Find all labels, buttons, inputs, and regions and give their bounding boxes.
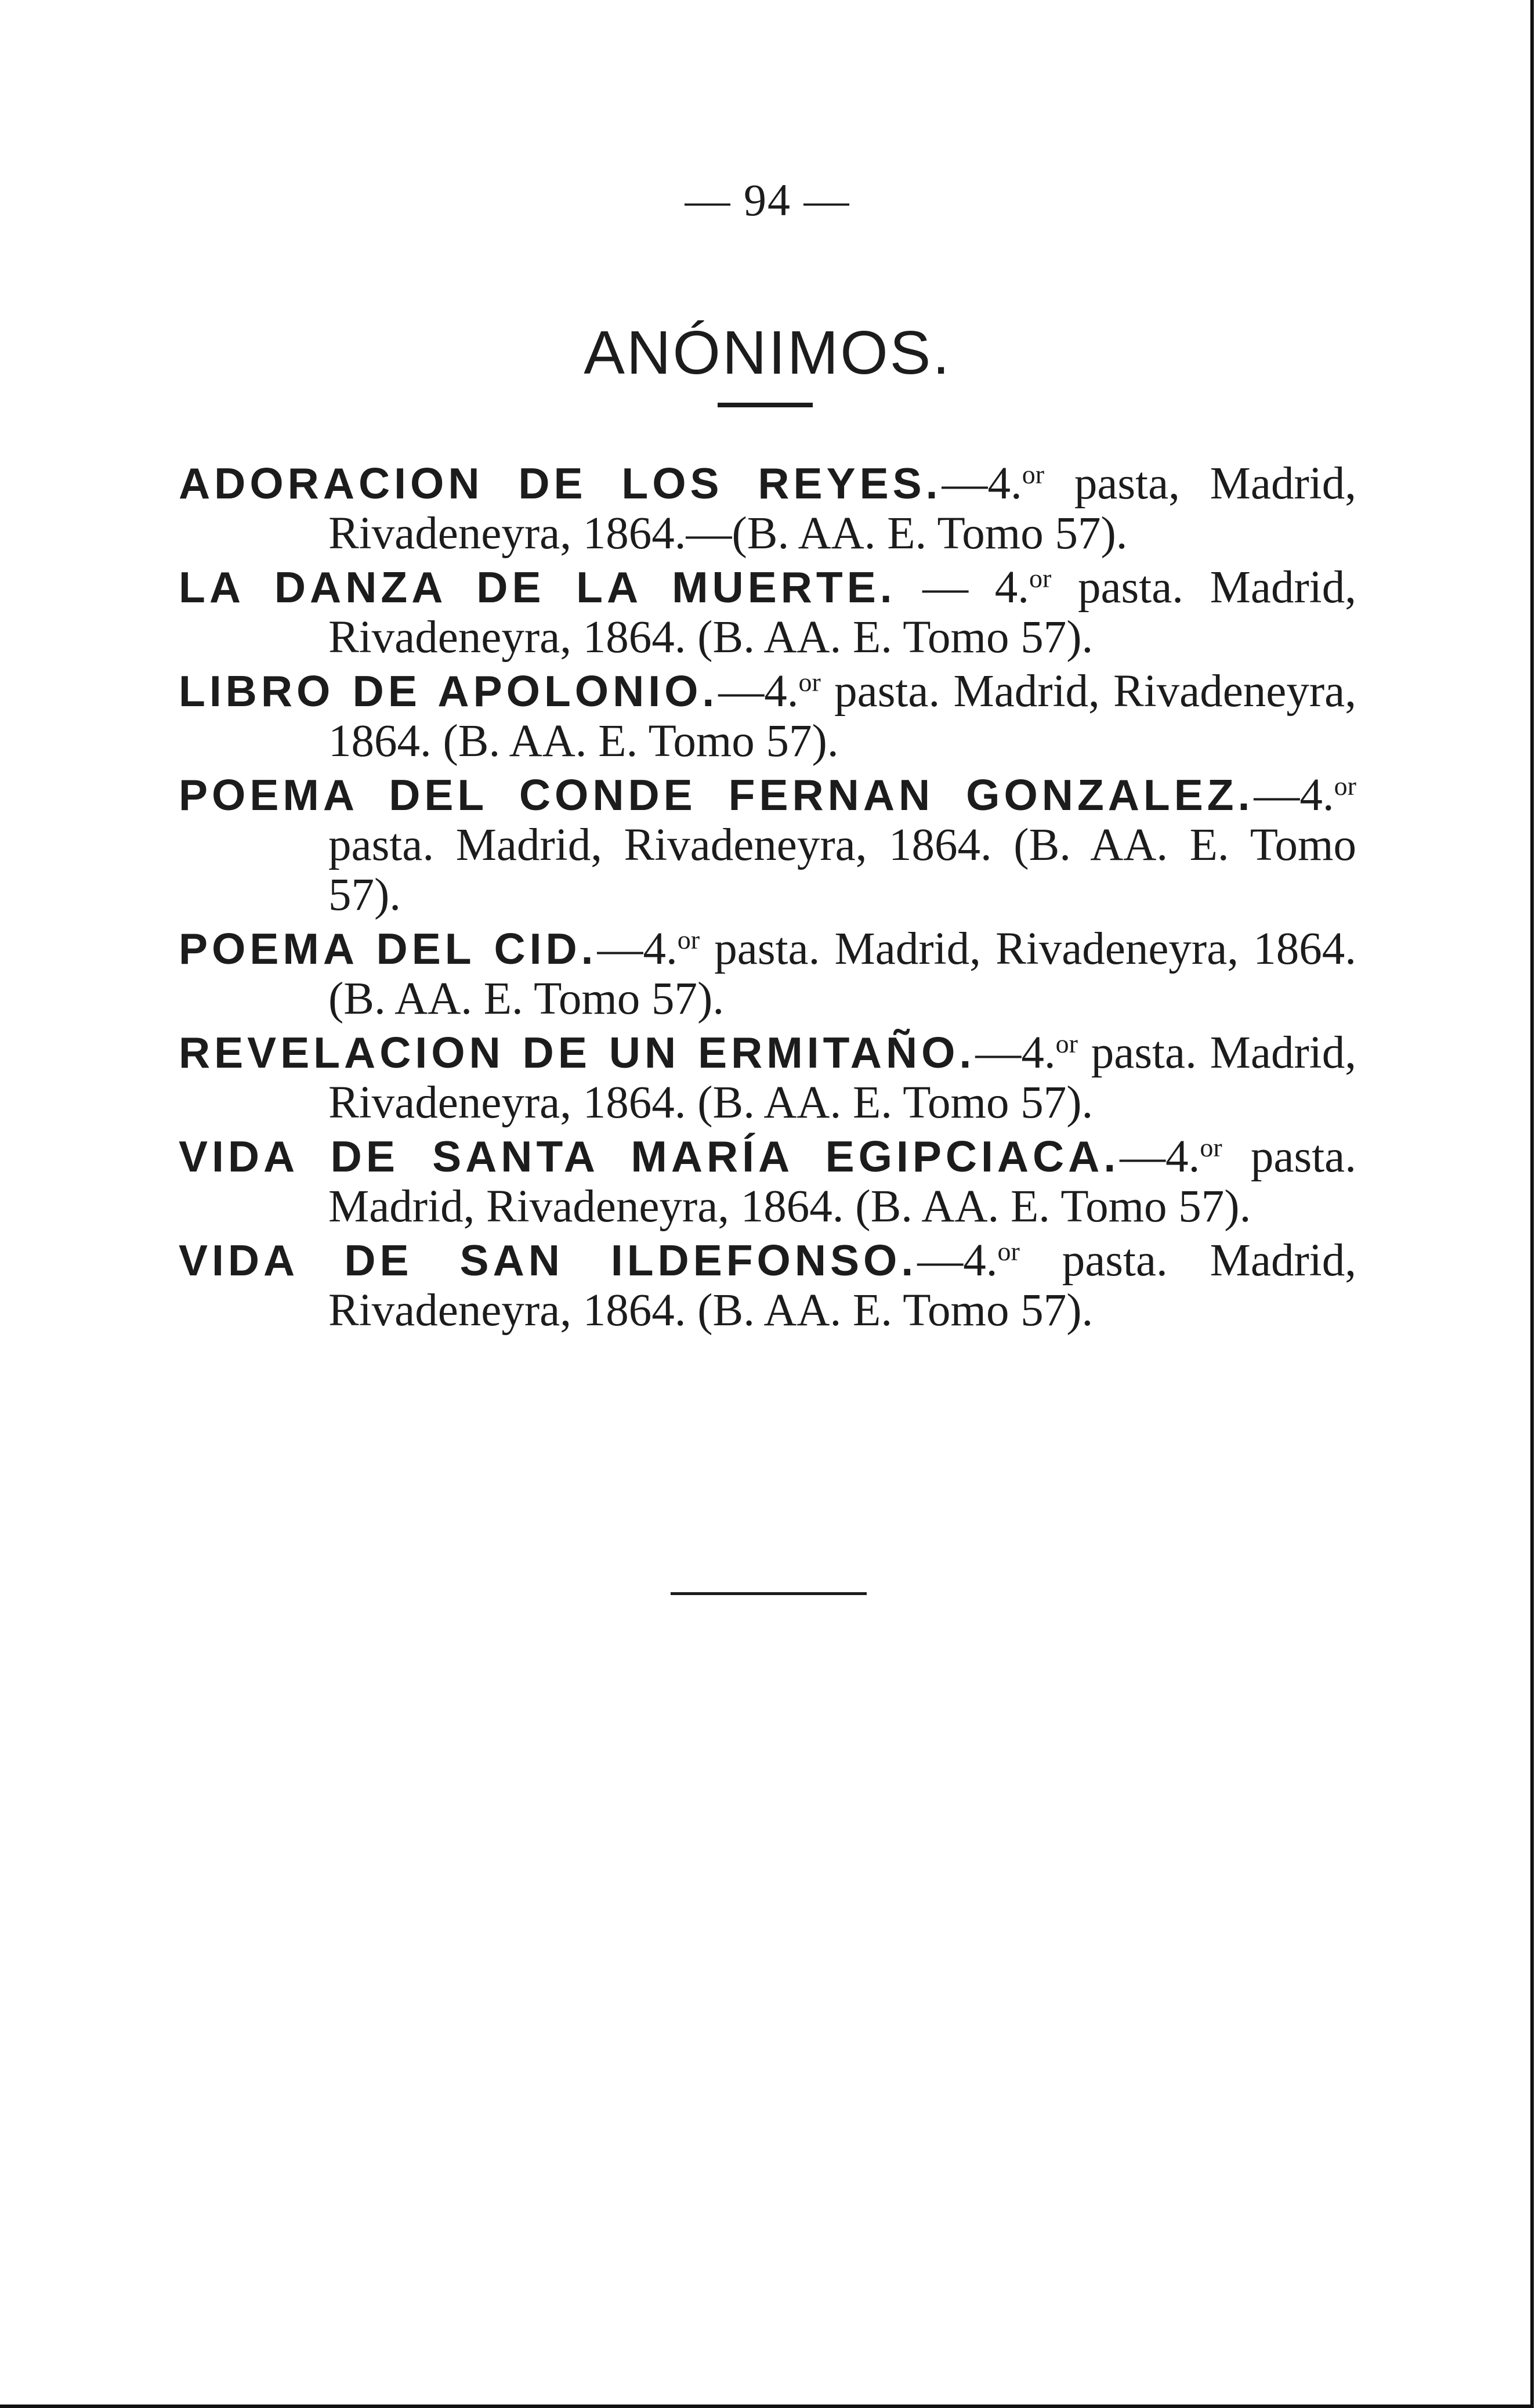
entry-title: VIDA DE SAN ILDEFONSO. [179, 1236, 918, 1285]
entry-details: pasta. Madrid, Rivadeneyra, 1864. (B. AA. E. Tomo 57). [328, 666, 1356, 766]
entry-details: pasta. Madrid, Rivadeneyra, 1864. (B. AA. E. Tomo 57). [328, 1131, 1356, 1232]
entry-details: pasta, Madrid, Rivadeneyra, 1864.—(B. AA. E. Tomo 57). [328, 458, 1356, 559]
entry-title: REVELACION DE UN ERMITAÑO. [179, 1028, 976, 1077]
bibliography-entry [179, 458, 1356, 559]
entry-format-superscript: or [1055, 1029, 1078, 1058]
entry-title: POEMA DEL CID. [179, 924, 598, 973]
entry-format: —4. [1120, 1131, 1200, 1182]
entry-format-superscript: or [798, 667, 821, 697]
entry-format-superscript: or [997, 1236, 1020, 1266]
entry-format-superscript: or [1200, 1133, 1222, 1162]
title-rule [718, 403, 813, 407]
entry-format: —4. [975, 1028, 1056, 1078]
entry-format: —4. [917, 1235, 998, 1286]
bibliography-entry [179, 770, 1356, 920]
bibliography-list [179, 458, 1356, 1339]
entry-details: pasta. Madrid, Rivadeneyra, 1864. (B. AA. E. Tomo 57). [328, 820, 1356, 920]
bibliography-entry [179, 1235, 1356, 1336]
entry-format-superscript: or [1022, 460, 1045, 489]
bibliography-entry [179, 1131, 1356, 1232]
entry-format: —4. [597, 924, 678, 974]
bibliography-entry [179, 1028, 1356, 1128]
entry-details: pasta. Madrid, Rivadeneyra, 1864. (B. AA. E. Tomo 57). [328, 562, 1356, 663]
bibliography-entry [179, 666, 1356, 766]
entry-format: —4. [1254, 770, 1334, 820]
entry-title: LIBRO DE APOLONIO. [179, 667, 719, 715]
bibliography-entry [179, 562, 1356, 663]
page-number: — 94 — [685, 175, 850, 225]
entry-title: LA DANZA DE LA MUERTE. [179, 563, 896, 612]
entry-format-superscript: or [1029, 563, 1052, 593]
bibliography-entry [179, 924, 1356, 1024]
entry-format: —4. [718, 666, 799, 717]
entry-title: VIDA DE SANTA MARÍA EGIPCIACA. [179, 1132, 1120, 1181]
entry-details: pasta. Madrid, Rivadeneyra, 1864. (B. AA. E. Tomo 57). [328, 924, 1356, 1024]
entry-format: —4. [942, 458, 1022, 509]
entry-title: POEMA DEL CONDE FERNAN GONZALEZ. [179, 771, 1254, 819]
entry-format-superscript: or [1334, 771, 1356, 801]
entry-title: ADORACION DE LOS REYES. [179, 459, 942, 508]
entry-details: pasta. Madrid, Rivadeneyra, 1864. (B. AA. E. Tomo 57). [328, 1235, 1356, 1336]
entry-format-superscript: or [677, 925, 700, 954]
end-rule [671, 1592, 867, 1595]
entry-details: pasta. Madrid, Rivadeneyra, 1864. (B. AA. E. Tomo 57). [328, 1028, 1356, 1128]
entry-format: — 4. [896, 562, 1030, 613]
section-title: ANÓNIMOS. [584, 319, 951, 387]
